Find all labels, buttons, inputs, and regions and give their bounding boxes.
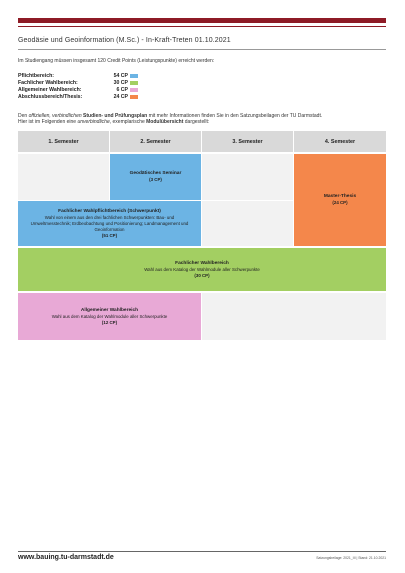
module-title: Fachlicher Wahlpflichtbereich (Schwerpunkt) bbox=[58, 208, 161, 214]
cp-label: Fachlicher Wahlbereich: bbox=[18, 79, 78, 86]
title-divider bbox=[18, 49, 386, 50]
module-cp: (30 CP) bbox=[194, 272, 210, 278]
module-title: Master-Thesis bbox=[323, 194, 357, 199]
cp-row-fachlich bbox=[18, 79, 138, 86]
empty-slot bbox=[202, 293, 386, 340]
cp-value: 24 CP bbox=[113, 94, 128, 101]
desc-text: Den bbox=[18, 113, 29, 119]
cp-color-swatch bbox=[130, 95, 138, 99]
plan-description bbox=[18, 113, 388, 126]
semester-header: 4. Semester bbox=[294, 131, 386, 152]
cp-row-thesis bbox=[18, 94, 138, 101]
module-thesis bbox=[294, 154, 386, 246]
empty-slot bbox=[18, 154, 109, 200]
cp-value: 54 CP bbox=[113, 72, 128, 79]
module-overview-grid bbox=[18, 131, 386, 343]
credit-points-table bbox=[18, 72, 138, 101]
semester-header: 3. Semester bbox=[202, 131, 293, 152]
module-allgemeiner-wahlbereich bbox=[18, 293, 201, 340]
module-subtitle: Wahl von einem aus den drei fachlichen Schwerpunkten: Bau- und Umweltmesstechnik; Erdbeobachtung und Positionierung; Landmanagement und Geoinformation bbox=[30, 214, 189, 232]
desc-strong: Studien- und Prüfungsplan bbox=[83, 113, 148, 119]
cp-label: Pflichtbereich: bbox=[18, 72, 55, 79]
module-cp: (12 CP) bbox=[101, 319, 118, 325]
module-title: Fachlicher Wahlbereich bbox=[175, 260, 229, 266]
page-title: Geodäsie und Geoinformation (M.Sc.) - In-Kraft-Treten 01.10.2021 bbox=[18, 37, 231, 44]
intro-text: Im Studiengang müssen insgesamt 120 Credit Points (Leistungspunkte) erreicht werden: bbox=[18, 58, 215, 64]
desc-emphasis: unverbindliche bbox=[77, 119, 110, 126]
semester-header: 1. Semester bbox=[18, 131, 109, 152]
module-title: Allgemeiner Wahlbereich bbox=[80, 307, 139, 313]
module-title: Geodätisches Seminar bbox=[129, 171, 182, 176]
footer-divider bbox=[18, 551, 386, 552]
module-cp: (51 CP) bbox=[101, 232, 118, 238]
empty-slot bbox=[202, 154, 293, 200]
footer-metadata: Satzungsbeilage: 2021_III | Stand: 21.10.2021 bbox=[316, 556, 386, 560]
desc-strong: Modulübersicht bbox=[146, 119, 184, 126]
module-cp: (3 CP) bbox=[149, 177, 162, 182]
cp-label: Abschlussbereich/Thesis: bbox=[18, 94, 83, 101]
module-subtitle: Wahl aus dem Katalog der Wahlmodule aller Schwerpunkte bbox=[144, 266, 260, 272]
module-seminar bbox=[110, 154, 201, 200]
cp-row-allgemein bbox=[18, 86, 138, 93]
footer-website-link[interactable]: www.bauing.tu-darmstadt.de bbox=[18, 554, 114, 561]
cp-value: 30 CP bbox=[113, 79, 128, 86]
top-accent-bar bbox=[18, 18, 386, 23]
cp-color-swatch bbox=[130, 81, 138, 85]
cp-row-pflicht bbox=[18, 72, 138, 79]
empty-slot bbox=[202, 201, 293, 246]
cp-value: 6 CP bbox=[116, 86, 128, 93]
module-subtitle: Wahl aus dem Katalog der Wahlmodule aller Schwerpunkte bbox=[51, 313, 168, 319]
module-fachlicher-wahlbereich bbox=[18, 248, 386, 291]
top-accent-line bbox=[18, 26, 386, 27]
module-cp: (24 CP) bbox=[332, 200, 348, 205]
desc-emphasis: offiziellen, verbindlichen bbox=[28, 113, 82, 119]
cp-color-swatch bbox=[130, 74, 138, 78]
desc-text: , exemplarische bbox=[109, 119, 147, 126]
desc-text: mit mehr Informationen finden Sie in den Satzungsbeilagen der TU Darmstadt. bbox=[147, 113, 323, 119]
module-wahlpflicht bbox=[18, 201, 201, 246]
cp-label: Allgemeiner Wahlbereich: bbox=[18, 86, 82, 93]
cp-color-swatch bbox=[130, 88, 138, 92]
semester-header: 2. Semester bbox=[110, 131, 201, 152]
desc-text: dargestellt: bbox=[183, 119, 210, 126]
desc-text: Hier ist im Folgenden eine bbox=[18, 119, 78, 126]
